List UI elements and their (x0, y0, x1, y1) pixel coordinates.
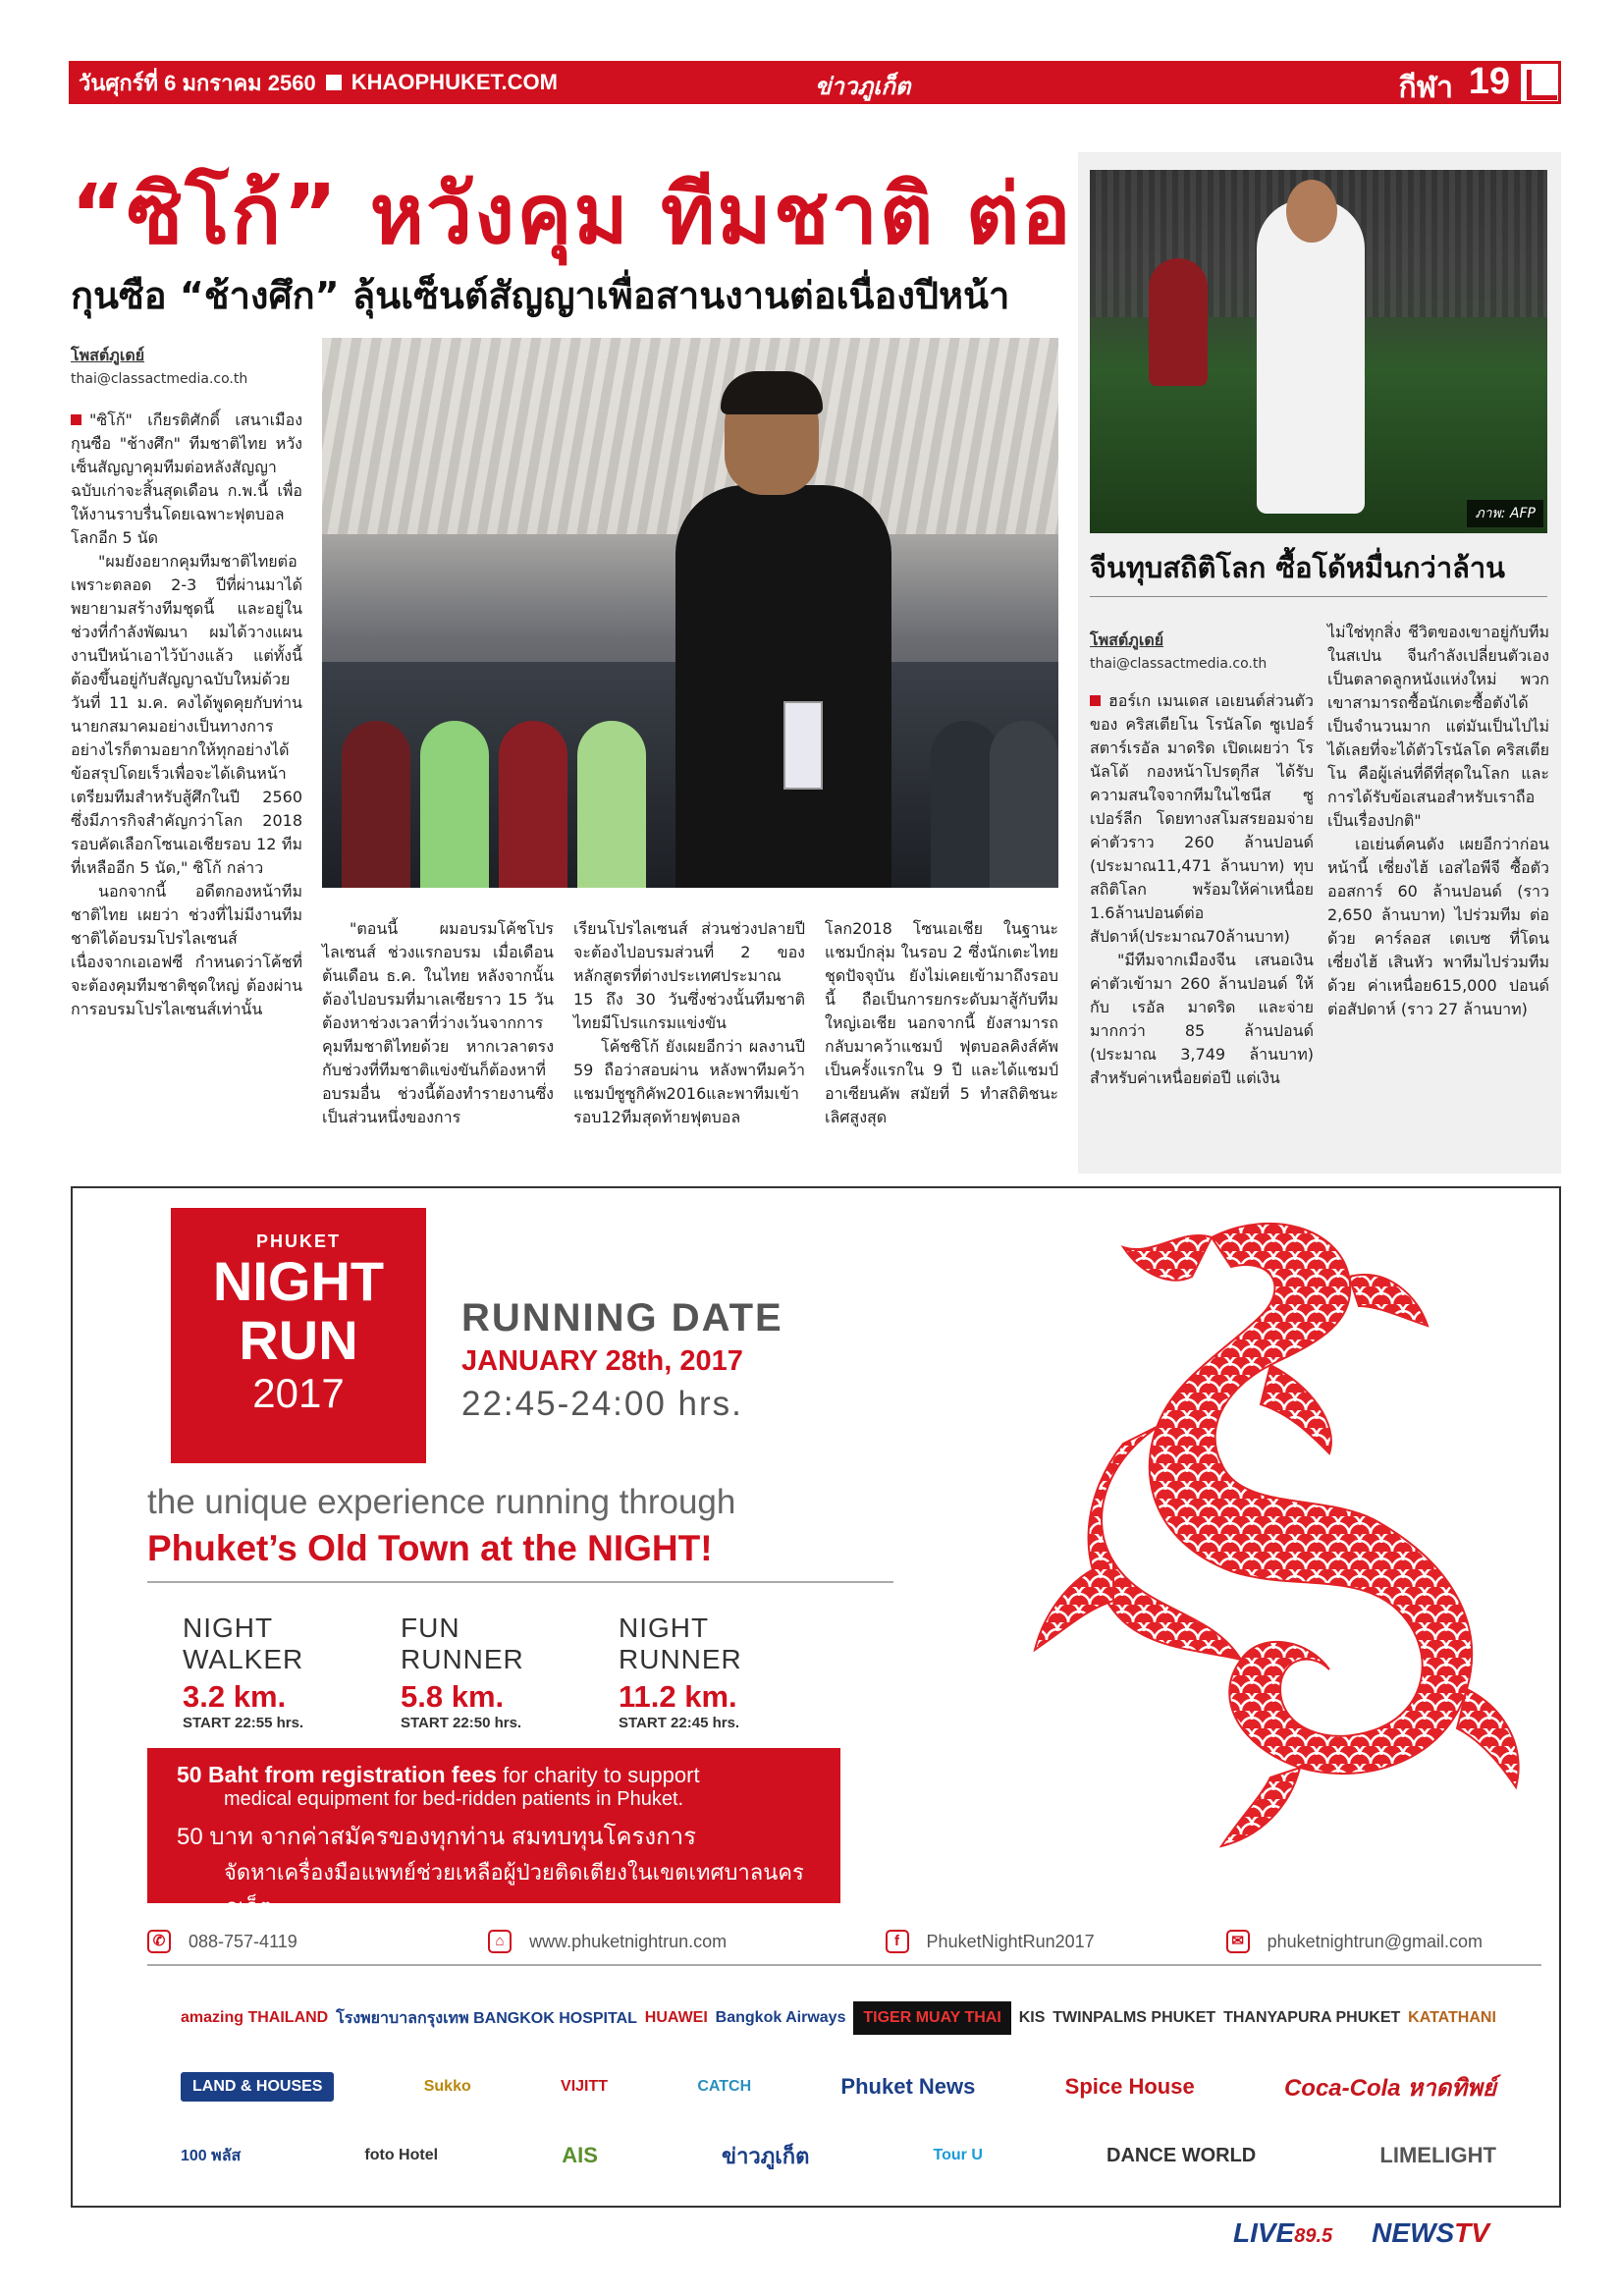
contact-bar (147, 1921, 1541, 1962)
race-night-runner: NIGHT RUNNER 11.2 km. START 22:45 hrs. (619, 1613, 742, 1731)
sponsor-logo: Sukko (423, 2078, 471, 2095)
sponsor-logo: TIGER MUAY THAI (853, 2001, 1010, 2035)
sponsor-logo: THANYAPURA PHUKET (1223, 2009, 1401, 2026)
page-number: 19 (1468, 61, 1510, 102)
section-title: กีฬา (1398, 71, 1453, 105)
coach-figure (675, 377, 891, 888)
divider (147, 1964, 1541, 1966)
sponsor-row (181, 2121, 1496, 2190)
night-run-logo: PHUKET NIGHT RUN 2017 (171, 1208, 426, 1463)
sponsor-row (181, 1984, 1496, 2052)
sponsor-logo: Tour U (933, 2147, 983, 2163)
contact-email[interactable]: ✉ phuketnightrun@gmail.com (1226, 1930, 1483, 1953)
footer-logos (1233, 2217, 1489, 2249)
main-headline: “ซิโก้” หวังคุม ทีมชาติ ต่อ (71, 166, 1073, 262)
running-date: JANUARY 28th, 2017 (461, 1345, 743, 1377)
side-photo (1090, 170, 1547, 533)
running-time: 22:45-24:00 hrs. (461, 1385, 743, 1423)
byline-name: โพสต์ภูเดย์ (71, 346, 145, 364)
mail-icon: ✉ (1226, 1930, 1250, 1953)
sponsor-logo: ข่าวภูเก็ต (722, 2143, 810, 2168)
sponsor-logo: AIS (562, 2143, 598, 2167)
paragraph: เรียนโปรไลเซนส์ ส่วนช่วงปลายปีจะต้องไปอบรมส่วนที่ 2 ของหลักสูตรที่ต่างประเทศประมาณ 15 ถึง 30 วันซึ่งช่วงนั้นทีมชาติไทยมีโปรแกรมแข่งขัน (573, 919, 805, 1032)
sponsor-logo: Phuket News (840, 2074, 976, 2099)
paragraph: "ซิโก้" เกียรติศักดิ์ เสนาเมือง กุนซือ "ช้างศึก" ทีมชาติไทย หวังเซ็นสัญญาคุมทีมต่อหลังสัญญาฉบับเก่าจะสิ้นสุดเดือน ก.พ.นี้ เพื่อให้งานราบรื่นโดยเฉพาะฟุตบอลโลกอีก 5 นัด (71, 410, 302, 547)
main-photo (322, 338, 1058, 888)
sponsor-logo: Coca-Cola หาดทิพย์ (1283, 2074, 1496, 2102)
side-headline: จีนทุบสถิติโลก ซื้อโด้หมื่นกว่าล้าน (1090, 551, 1506, 584)
issue-date: วันศุกร์ที่ 6 มกราคม 2560 (79, 70, 316, 95)
paragraph: โค้ชซิโก้ ยังเผยอีกว่า ผลงานปี 59 ถือว่าสอบผ่าน หลังพาทีมคว้าแชมป์ซูซูกิคัพ2016และพาทีมเข้ารอบ12ทีมสุดท้ายฟุตบอล (573, 1037, 805, 1126)
page-header (69, 61, 1561, 104)
sponsor-logo: KIS (1018, 2009, 1046, 2026)
divider (1090, 596, 1547, 597)
night-run-advertisement (71, 1186, 1561, 2208)
paragraph: นอกจากนี้ อดีตกองหน้าทีมชาติไทย เผยว่า ช่วงที่ไม่มีงานทีมชาติได้อบรมโปรไลเซนส์ เนื่องจากเอเอฟซี กำหนดว่าโค้ชที่จะต้องคุมทีมชาติชุดใหญ่ ต้องผ่านการอบรมโปรไลเซนส์เท่านั้น (71, 882, 302, 1018)
sponsor-logo: foto Hotel (364, 2147, 439, 2163)
sponsor-logo: LAND & HOUSES (181, 2072, 334, 2102)
radio-frequency: 89.5 (1294, 2225, 1333, 2247)
contact-facebook[interactable]: f PhuketNightRun2017 (886, 1930, 1167, 1953)
running-date-title: RUNNING DATE (461, 1296, 783, 1339)
web-icon: ⌂ (488, 1930, 512, 1953)
main-column-3 (573, 917, 805, 1129)
separator-square (326, 75, 342, 90)
corner-arrow-icon (1518, 61, 1561, 104)
race-night-walker: NIGHT WALKER 3.2 km. START 22:55 hrs. (183, 1613, 304, 1731)
main-column-1 (71, 344, 302, 1021)
sponsor-logo: VIJITT (561, 2078, 609, 2095)
sponsor-logo: HUAWEI (644, 2009, 708, 2026)
paragraph: เอเย่นต์คนดัง เผยอีกว่าก่อนหน้านี้ เซี่ยงไฮ้ เอสไอพีจี ซื้อตัว ออสการ์ 60 ล้านปอนด์ (ราว 2,650 ล้านบาท) ไปร่วมทีม ต่อด้วย คาร์ลอส เตเบซ ที่โดน เซี่ยงไฮ้ เสินหัว พาทีมไปร่วมทีมด้วย ค่าเหนื่อย615,000 ปอนด์ ต่อสัปดาห์ (ราว 27 ล้านบาท) (1327, 835, 1549, 1018)
paragraph: ฮอร์เก เมนเดส เอเยนต์ส่วนตัวของ คริสเตียโน โรนัลโด ซูเปอร์สตาร์เรอัล มาดริด เปิดเผยว่า โรนัลโด้ กองหน้าโปรตุกีส ได้รับความสนใจจากทีมในไชนีส ซูเปอร์ลีก โดยทางสโมสรยอมจ่ายค่าตัวราว 260 ล้านปอนด์ (ประมาณ11,471 ล้านบาท) ทุบสถิติโลก พร้อมให้ค่าเหนื่อย 1.6ล้านปอนด์ต่อสัปดาห์(ประมาณ70ล้านบาท) (1090, 691, 1314, 946)
contact-website[interactable]: ⌂ www.phuketnightrun.com (488, 1930, 826, 1953)
paragraph: "ผมยังอยากคุมทีมชาติไทยต่อ เพราะตลอด 2-3 ปีที่ผ่านมาได้พยายามสร้างทีมชุดนี้ และอยู่ในช่วงที่กำลังพัฒนา ผมได้วางแผนงานปีหน้าเอาไว้บ้างแล้ว แต่ทั้งนี้ต้องขึ้นอยู่กับสัญญาฉบับใหม่ด้วย วันที่ 11 ม.ค. คงได้พูดคุยกับท่านนายกสมาคมอย่างเป็นทางการ อย่างไรก็ตามอยากให้ทุกอย่างได้ข้อสรุปโดยเร็วเพื่อจะได้เดินหน้าเตรียมทีมสำหรับสู้ศึกในปี 2560 ซึ่งมีภารกิจสำคัญกว่าโลก 2018 รอบคัดเลือกโซนเอเชียรอบ 12 ทีมที่เหลืออีก 5 นัด," ซิโก้ กล่าว (71, 552, 302, 877)
news-tv-logo: NEWS (1372, 2217, 1455, 2248)
paragraph: "ตอนนี้ ผมอบรมโค้ชโปรไลเซนส์ ช่วงแรกอบรม เมื่อเดือนต้นเดือน ธ.ค. ในไทย หลังจากนั้นต้องไปอบรมที่มาเลเซียราว 15 วัน ต้องหาช่วงเวลาที่ว่างเว้นจากการคุมทีมชาติไทยด้วย หากเวลาตรงกับช่วงที่ทีมชาติแข่งขันก็ต้องหาที่อบรมอื่น ช่วงนี้ต้องทำรายงานซึ่งเป็นส่วนหนึ่งของการ (322, 919, 554, 1126)
side-column-1 (1090, 629, 1314, 1090)
tagline-highlight: Phuket’s Old Town at the NIGHT! (147, 1528, 713, 1568)
paragraph: โลก2018 โซนเอเชีย ในฐานะแชมป์กลุ่ม ในรอบ 2 ซึ่งนักเตะไทยชุดปัจจุบัน ยังไม่เคยเข้ามาถึงรอบนี้ ถือเป็นการยกระดับมาสู้กับทีมใหญ่เอเชีย นอกจากนี้ ยังสามารถกลับมาคว้าแชมป์ ฟุตบอลคิงส์คัพ เป็นครั้งแรกใน 9 ปี และได้แชมป์อาเซียนคัพ สมัยที่ 5 ทำสถิติชนะเลิศสูงสุด (825, 919, 1058, 1126)
paragraph: "มีทีมจากเมืองจีน เสนอเงินค่าตัวเข้ามา 260 ล้านปอนด์ ให้กับ เรอัล มาดริด และจ่ายมากกว่า 85 ล้านปอนด์ (ประมาณ 3,749 ล้านบาท) สำหรับค่าเหนื่อยต่อปี แต่เงิน (1090, 951, 1314, 1087)
divider (147, 1581, 893, 1583)
sponsor-logo: Bangkok Airways (715, 2009, 846, 2026)
bullet-icon (71, 414, 81, 425)
race-fun-runner: FUN RUNNER 5.8 km. START 22:50 hrs. (401, 1613, 524, 1731)
sponsor-logo: CATCH (697, 2078, 752, 2095)
sponsor-logo: โรงพยาบาลกรุงเทพ BANGKOK HOSPITAL (336, 2009, 637, 2027)
sponsor-logo: Spice House (1064, 2074, 1195, 2099)
live-radio-logo: LIVE (1233, 2217, 1295, 2248)
sponsor-row (181, 2052, 1496, 2121)
main-column-4 (825, 917, 1058, 1129)
charity-banner: 50 Baht from registration fees for charity to support medical equipment for bed-ridden patients in Phuket. 50 บาท จากค่าสมัครของทุกท่าน สมทบทุนโครงการ จัดหาเครื่องมือแพทย์ช่วยเหลือผู้ป่วยติดเตียงในเขตเทศบาลนครภูเก็ต (147, 1748, 840, 1903)
main-column-2 (322, 917, 554, 1129)
masthead-logo: ข่าวภูเก็ต (815, 73, 911, 100)
phone-icon: ✆ (147, 1930, 171, 1953)
tv-label: TV (1454, 2217, 1489, 2248)
bullet-icon (1090, 695, 1101, 706)
site-link[interactable]: KHAOPHUKET.COM (351, 70, 558, 94)
sponsor-logo: DANCE WORLD (1106, 2144, 1257, 2166)
paragraph: ไม่ใช่ทุกสิ่ง ชีวิตของเขาอยู่กับทีมในสเปน จีนกำลังเปลี่ยนตัวเองเป็นตลาดลูกหนังแห่งใหม่ พวกเขาสามารถซื้อนักเตะซื้อตังได้เป็นจำนวนมาก แต่มันเป็นไปไม่ได้เลยที่จะได้ตัวโรนัลโด คริสเตียโน คือผู้เล่นที่ดีที่สุดในโลก และการได้รับข้อเสนอสำหรับเราถือเป็นเรื่องปกติ" (1327, 623, 1549, 830)
tagline: the unique experience running through (147, 1483, 736, 1521)
dragon-illustration (917, 1198, 1545, 1886)
sponsor-logos (181, 1984, 1496, 2190)
sponsor-logo: LIMELIGHT (1379, 2143, 1496, 2167)
sponsor-logo: amazing THAILAND (181, 2009, 329, 2026)
sponsor-logo: 100 พลัส (181, 2147, 242, 2164)
side-column-2 (1327, 621, 1549, 1021)
sponsor-logo: KATATHANI (1408, 2009, 1496, 2026)
byline-email[interactable]: thai@classactmedia.co.th (1090, 656, 1268, 672)
byline-name: โพสต์ภูเดย์ (1090, 630, 1164, 649)
facebook-icon: f (886, 1930, 909, 1953)
photo-credit: ภาพ: AFP (1467, 500, 1543, 527)
sponsor-logo: TWINPALMS PHUKET (1052, 2009, 1216, 2026)
byline-email[interactable]: thai@classactmedia.co.th (71, 371, 248, 387)
contact-phone[interactable]: ✆ 088-757-4119 (147, 1930, 429, 1953)
main-subhead: กุนซือ “ช้างศึก” ลุ้นเซ็นต์สัญญาเพื่อสานงานต่อเนื่องปีหน้า (71, 274, 1010, 317)
